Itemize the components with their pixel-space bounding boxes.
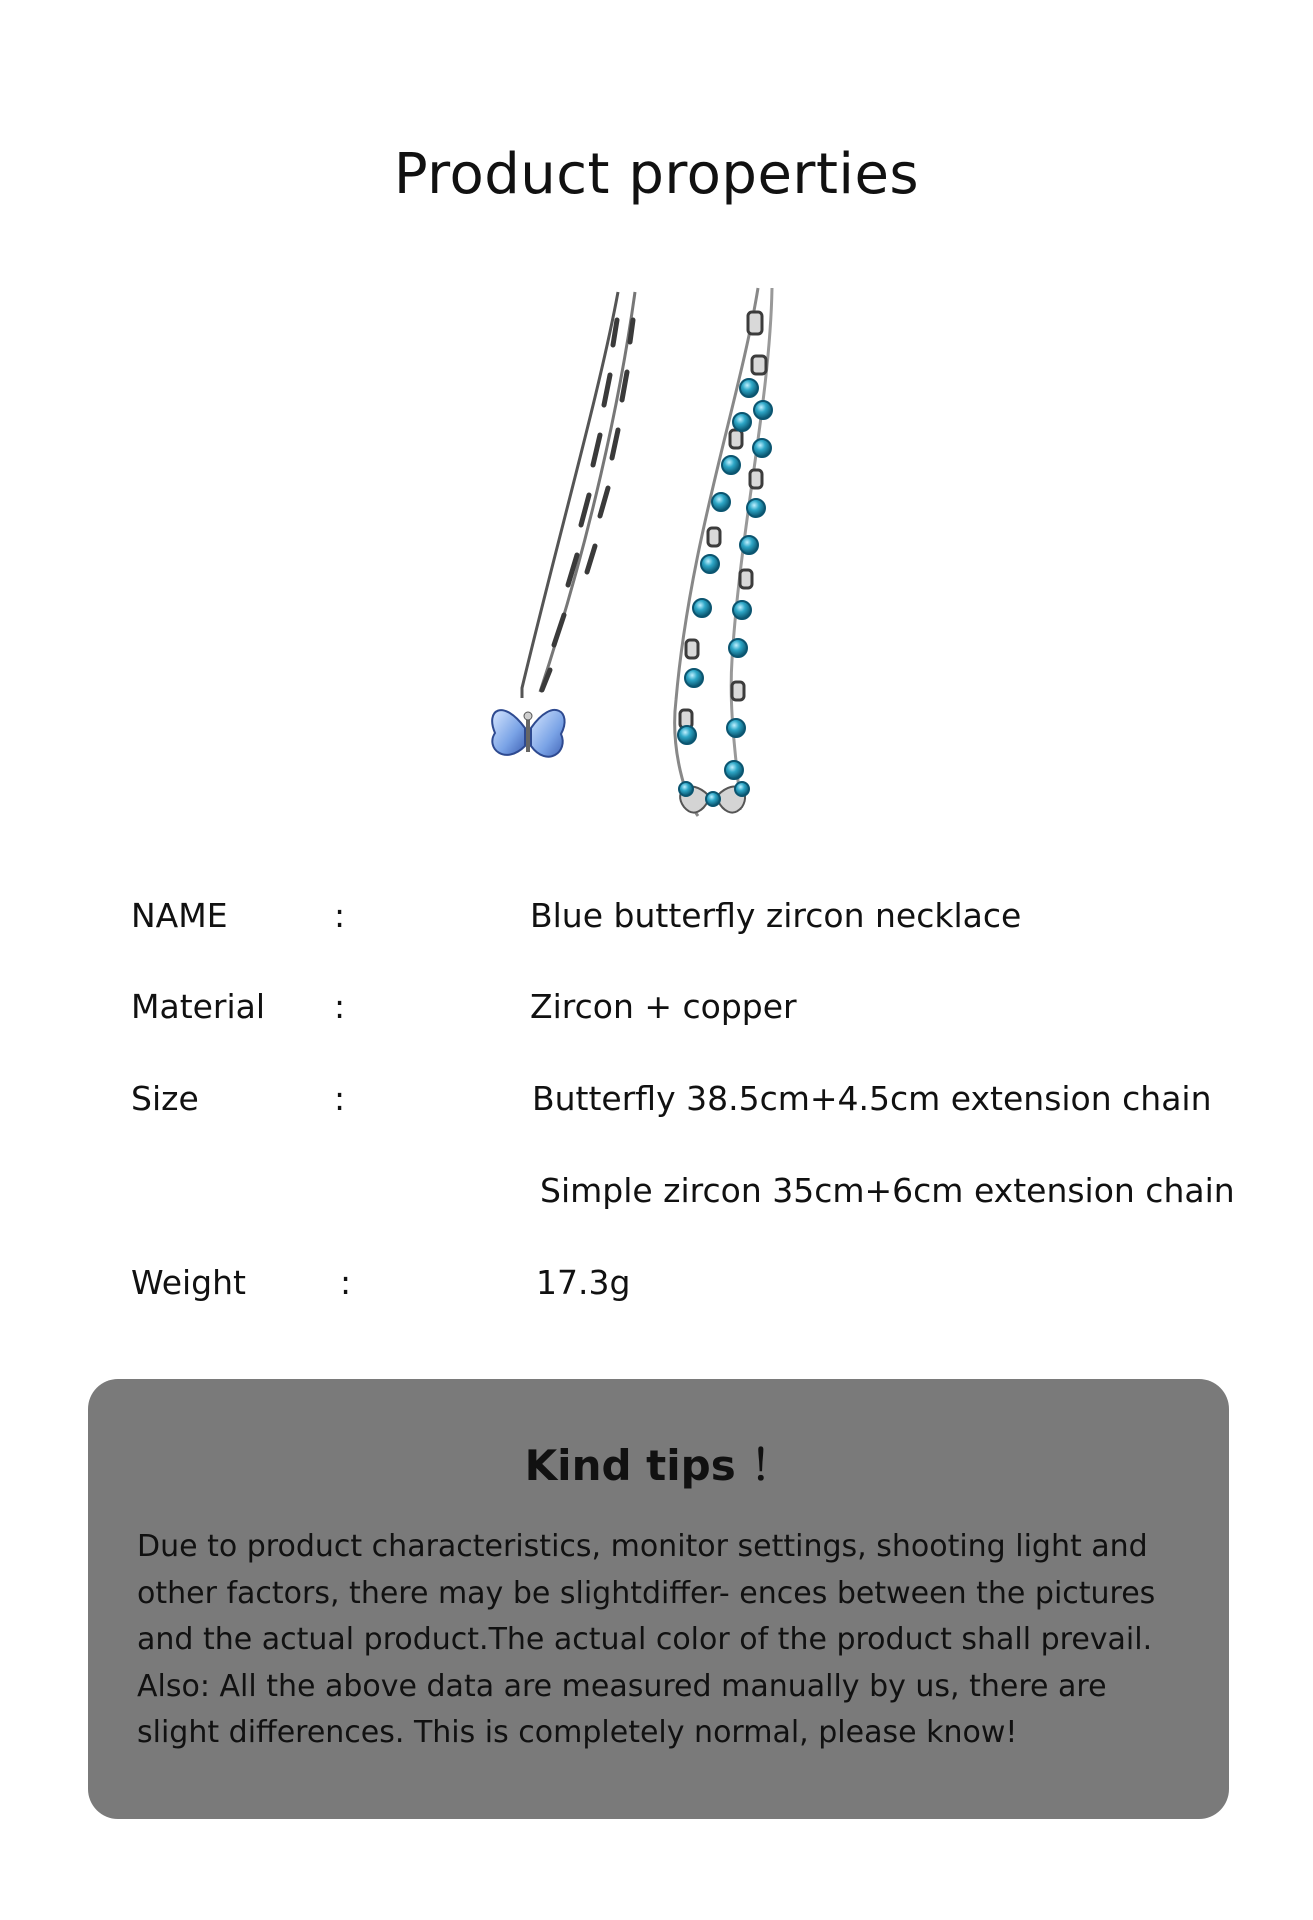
- kind-tips-title: Kind tips ！: [524, 1441, 793, 1490]
- property-separator: :: [334, 1079, 346, 1118]
- bow-pendant: [679, 782, 749, 813]
- property-separator: :: [334, 896, 346, 935]
- property-value: 17.3g: [536, 1263, 631, 1302]
- property-separator: :: [340, 1263, 352, 1302]
- kind-tips-body: Due to product characteristics, monitor settings, shooting light and other factors, there may be slightdiffer- ences between the pictures and the actual product.The actual color of the product shall prevail. Also: All the above data are measured manually by us, there are slight differences. This is completely normal, please know!: [137, 1529, 1156, 1750]
- property-row-weight: [0, 1258, 1313, 1308]
- property-value: Zircon + copper: [530, 987, 797, 1026]
- property-value: Butterfly 38.5cm+4.5cm extension chain: [532, 1079, 1212, 1118]
- butterfly-pendant: [492, 710, 564, 757]
- necklace-product-image: [440, 280, 900, 860]
- page-title: Product properties: [393, 142, 920, 207]
- property-row-size-continued: [0, 1166, 1313, 1216]
- butterfly-chain-necklace: [492, 292, 635, 757]
- property-label: Size: [131, 1079, 199, 1118]
- property-row-material: [0, 982, 1313, 1032]
- property-value: Blue butterfly zircon necklace: [530, 896, 1022, 935]
- property-separator: :: [334, 987, 346, 1026]
- property-label: NAME: [131, 896, 228, 935]
- property-value: Simple zircon 35cm+6cm extension chain: [540, 1171, 1235, 1210]
- kind-tips-card: [88, 1379, 1229, 1819]
- property-row-name: [0, 891, 1313, 941]
- blue-zircon-beaded-necklace: [675, 288, 772, 816]
- property-row-size: [0, 1074, 1313, 1124]
- property-label: Weight: [131, 1263, 246, 1302]
- property-label: Material: [131, 987, 266, 1026]
